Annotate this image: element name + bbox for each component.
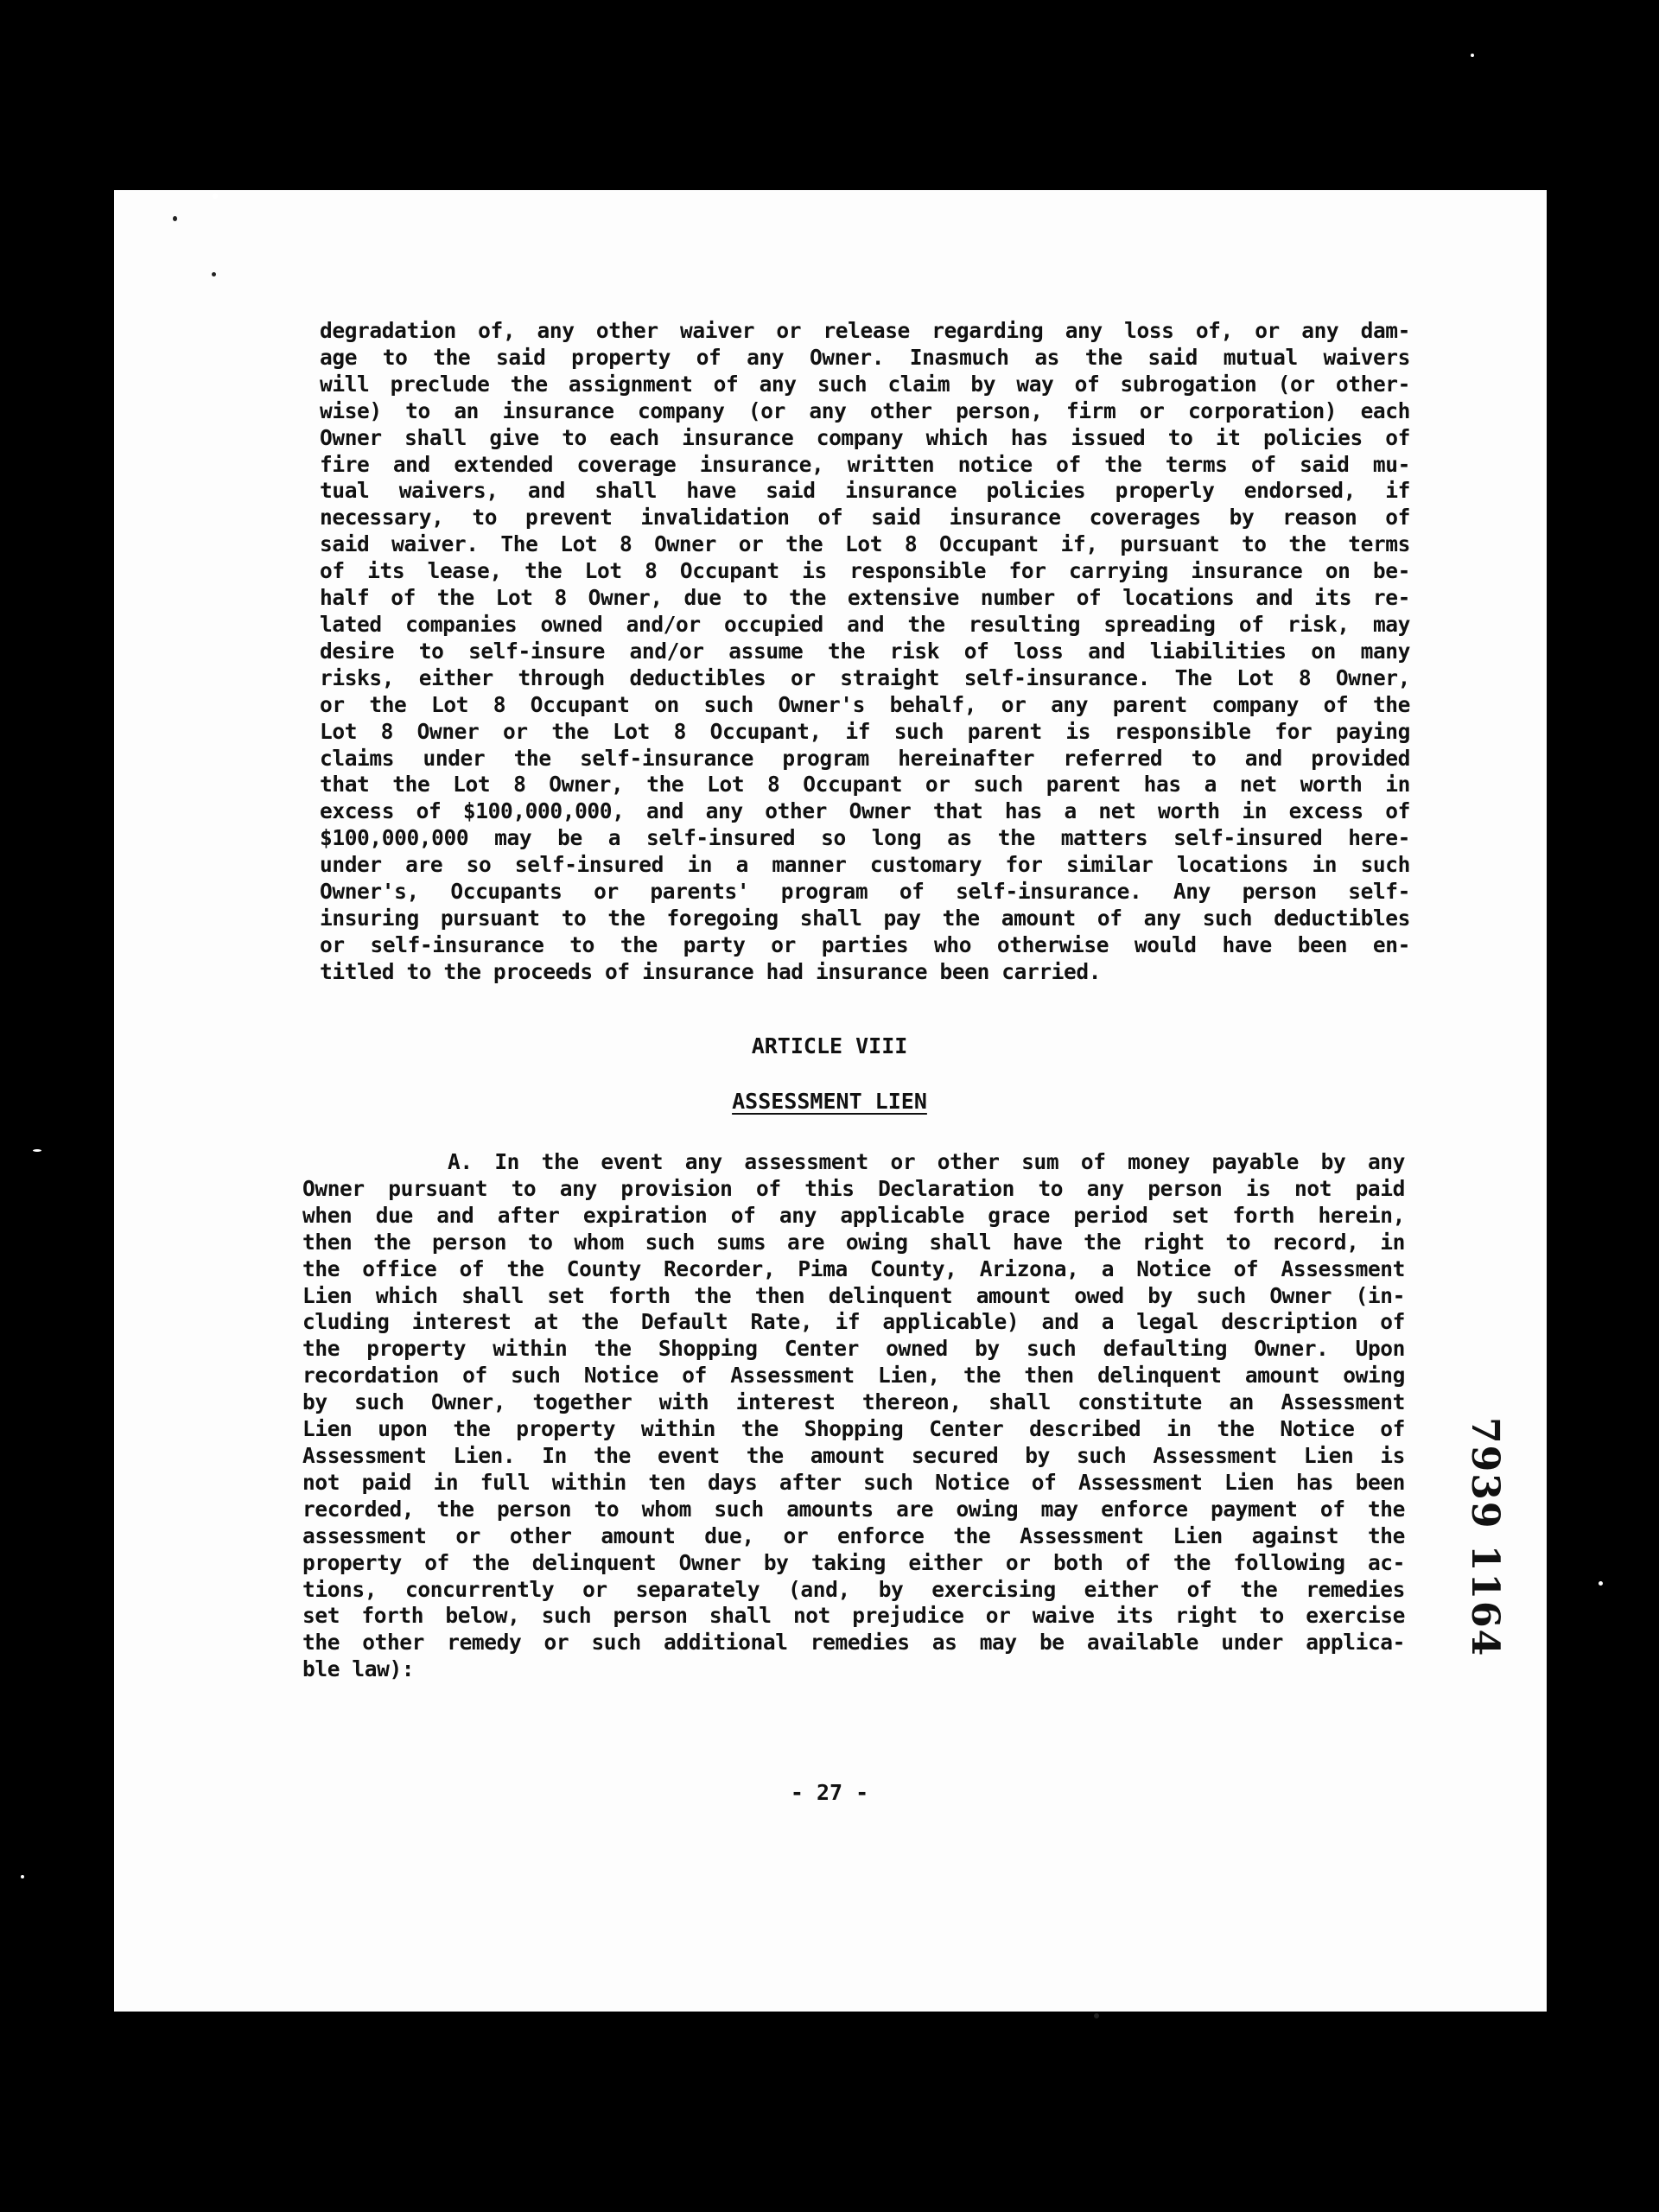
- paragraph-continued: [320, 318, 1410, 986]
- text-line: wise) to an insurance company (or any other person, firm or corporation) each: [320, 397, 1410, 423]
- scan-speck: [213, 194, 218, 199]
- text-line: necessary, to prevent invalidation of said insurance coverages by reason of: [320, 505, 1410, 531]
- text-line: of its lease, the Lot 8 Occupant is responsible for carrying insurance on be-: [320, 558, 1410, 584]
- text-line: age to the said property of any Owner. Inasmuch as the said mutual waivers: [320, 344, 1410, 370]
- scan-speck: [33, 1149, 41, 1152]
- text-line: ble law):: [302, 1656, 415, 1682]
- text-line: desire to self-insure and/or assume the risk of loss and liabilities on many: [320, 638, 1410, 664]
- text-line: Lien which shall set forth the then delinquent amount owed by such Owner (in-: [302, 1282, 1405, 1308]
- text-line: assessment or other amount due, or enforce the Assessment Lien against the: [302, 1522, 1405, 1548]
- margin-stamp: 7939 1164: [1463, 1417, 1507, 1658]
- text-line: titled to the proceeds of insurance had insurance been carried.: [320, 958, 1102, 984]
- text-line: risks, either through deductibles or straight self-insurance. The Lot 8 Owner,: [320, 664, 1410, 690]
- text-line: when due and after expiration of any applicable grace period set forth herein,: [302, 1202, 1405, 1228]
- text-line: insuring pursuant to the foregoing shall pay the amount of any such deductibles: [320, 905, 1410, 931]
- text-line: Owner shall give to each insurance company which has issued to it policies of: [320, 424, 1410, 450]
- text-line: Owner pursuant to any provision of this Declaration to any person is not paid: [302, 1175, 1405, 1201]
- scan-speck: [212, 272, 216, 276]
- text-line: the other remedy or such additional remedies as may be available under applica-: [302, 1630, 1405, 1656]
- article-heading: ARTICLE VIII: [751, 1033, 908, 1058]
- text-line: recordation of such Notice of Assessment Lien, the then delinquent amount owing: [302, 1363, 1405, 1389]
- text-line: under are so self-insured in a manner customary for similar locations in such: [320, 852, 1410, 878]
- text-line: cluding interest at the Default Rate, if applicable) and a legal description of: [302, 1309, 1405, 1335]
- text-line: A. In the event any assessment or other sum of money payable by any: [448, 1149, 1405, 1174]
- text-line: half of the Lot 8 Owner, due to the extensive number of locations and its re-: [320, 585, 1410, 611]
- text-line: that the Lot 8 Owner, the Lot 8 Occupant or such parent has a net worth in: [320, 772, 1410, 798]
- scan-speck: [1471, 54, 1474, 57]
- text-line: tual waivers, and shall have said insurance policies properly endorsed, if: [320, 478, 1410, 504]
- text-line: the property within the Shopping Center owned by such defaulting Owner. Upon: [302, 1336, 1405, 1362]
- text-line: tions, concurrently or separately (and, by exercising either of the remedies: [302, 1576, 1405, 1602]
- text-line: Owner's, Occupants or parents' program of self-insurance. Any person self-: [320, 879, 1410, 905]
- scan-speck: [173, 216, 177, 221]
- text-line: then the person to whom such sums are owing shall have the right to record, in: [302, 1229, 1405, 1255]
- text-line: not paid in full within ten days after such Notice of Assessment Lien has been: [302, 1469, 1405, 1495]
- text-line: will preclude the assignment of any such claim by way of subrogation (or other-: [320, 371, 1410, 397]
- text-line: property of the delinquent Owner by taking either or both of the following ac-: [302, 1549, 1405, 1575]
- paragraph-a: [302, 1149, 1405, 1683]
- text-line: recorded, the person to whom such amounts are owing may enforce payment of the: [302, 1496, 1405, 1522]
- page-number: - 27 -: [790, 1780, 869, 1805]
- text-line: by such Owner, together with interest thereon, shall constitute an Assessment: [302, 1389, 1405, 1415]
- text-line: degradation of, any other waiver or release regarding any loss of, or any dam-: [320, 318, 1410, 343]
- text-line: excess of $100,000,000, and any other Owner that has a net worth in excess of: [320, 798, 1410, 824]
- text-line: or the Lot 8 Occupant on such Owner's behalf, or any parent company of the: [320, 691, 1410, 717]
- text-line: Lien upon the property within the Shopping Center described in the Notice of: [302, 1416, 1405, 1442]
- text-line: Assessment Lien. In the event the amount secured by such Assessment Lien is: [302, 1442, 1405, 1468]
- text-line: claims under the self-insurance program hereinafter referred to and provided: [320, 745, 1410, 771]
- text-line: fire and extended coverage insurance, written notice of the terms of said mu-: [320, 451, 1410, 477]
- text-line: said waiver. The Lot 8 Owner or the Lot 8 Occupant if, pursuant to the terms: [320, 531, 1410, 557]
- text-line: $100,000,000 may be a self-insured so long as the matters self-insured here-: [320, 825, 1410, 851]
- text-line: set forth below, such person shall not prejudice or waive its right to exercise: [302, 1603, 1405, 1629]
- text-line: or self-insurance to the party or parties who otherwise would have been en-: [320, 931, 1410, 957]
- scan-speck: [21, 1875, 24, 1878]
- scan-speck: [1094, 2013, 1099, 2018]
- text-line: Lot 8 Owner or the Lot 8 Occupant, if such parent is responsible for paying: [320, 718, 1410, 744]
- text-line: the office of the County Recorder, Pima County, Arizona, a Notice of Assessment: [302, 1255, 1405, 1281]
- scan-speck: [1599, 1581, 1603, 1586]
- article-title: ASSESSMENT LIEN: [732, 1089, 927, 1114]
- text-line: lated companies owned and/or occupied and the resulting spreading of risk, may: [320, 611, 1410, 637]
